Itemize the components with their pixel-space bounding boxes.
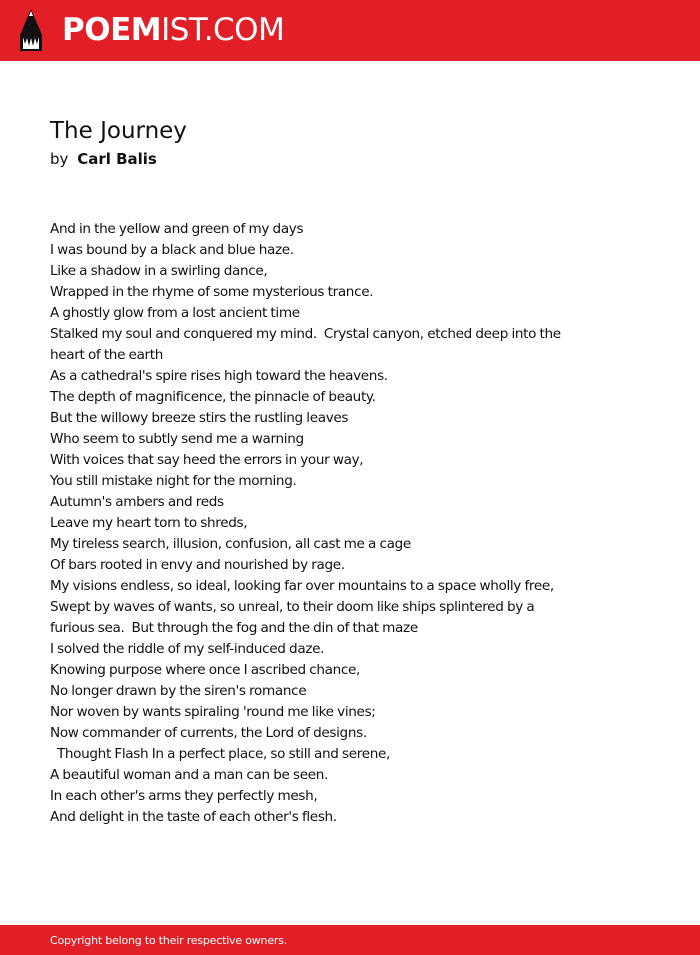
poem-line: I solved the riddle of my self-induced daze. (50, 641, 325, 657)
poem-title: The Journey (50, 118, 187, 144)
author-name: Carl Balis (77, 150, 157, 168)
poem-line: Leave my heart torn to shreds, (50, 515, 248, 531)
poem-line: I was bound by a black and blue haze. (50, 242, 294, 258)
poem-line: Stalked my soul and conquered my mind. Crystal canyon, etched deep into the heart of the earth (50, 326, 565, 363)
poem-line: You still mistake night for the morning. (50, 473, 297, 489)
poem-line: Swept by waves of wants, so unreal, to their doom like ships splintered by a furious sea. But through the fog and the din of that maze (50, 599, 538, 636)
byline (50, 148, 157, 170)
site-footer (0, 925, 700, 955)
poem-line: And delight in the taste of each other's flesh. (50, 809, 337, 825)
poem-body (50, 219, 575, 828)
site-header (0, 0, 700, 61)
poem-line: Of bars rooted in envy and nourished by rage. (50, 557, 345, 573)
poem-line: As a cathedral's spire rises high toward the heavens. (50, 368, 388, 384)
poem-line: The depth of magnificence, the pinnacle of beauty. (50, 389, 376, 405)
poem-line: A ghostly glow from a lost ancient time (50, 305, 300, 321)
logo-text-bold: POEM (62, 12, 162, 48)
poem-line: Wrapped in the rhyme of some mysterious trance. (50, 284, 374, 300)
poem-line: Knowing purpose where once I ascribed chance, (50, 662, 360, 678)
poem-line: But the willowy breeze stirs the rustling leaves (50, 410, 349, 426)
copyright-notice: Copyright belong to their respective owners. (50, 934, 288, 947)
pencil-tip-icon[interactable] (18, 9, 44, 51)
by-label: by (50, 150, 69, 168)
poem-line: Who seem to subtly send me a warning (50, 431, 304, 447)
poem-line: My visions endless, so ideal, looking far over mountains to a space wholly free, (50, 578, 554, 594)
poem-line: No longer drawn by the siren's romance (50, 683, 307, 699)
logo-text-light: IST.COM (161, 12, 285, 48)
poem-line: Nor woven by wants spiraling 'round me like vines; (50, 704, 376, 720)
poem-line: Autumn's ambers and reds (50, 494, 224, 510)
site-logo[interactable] (62, 12, 284, 48)
poem-line: Now commander of currents, the Lord of designs. (50, 725, 367, 741)
poem-line: With voices that say heed the errors in your way, (50, 452, 364, 468)
poem-line: Like a shadow in a swirling dance, (50, 263, 268, 279)
poem-line: My tireless search, illusion, confusion, all cast me a cage (50, 536, 411, 552)
poem-line: Thought Flash In a perfect place, so still and serene, (50, 746, 390, 762)
poem-line: And in the yellow and green of my days (50, 221, 304, 237)
poem-line: In each other's arms they perfectly mesh, (50, 788, 318, 804)
poem-line: A beautiful woman and a man can be seen. (50, 767, 328, 783)
